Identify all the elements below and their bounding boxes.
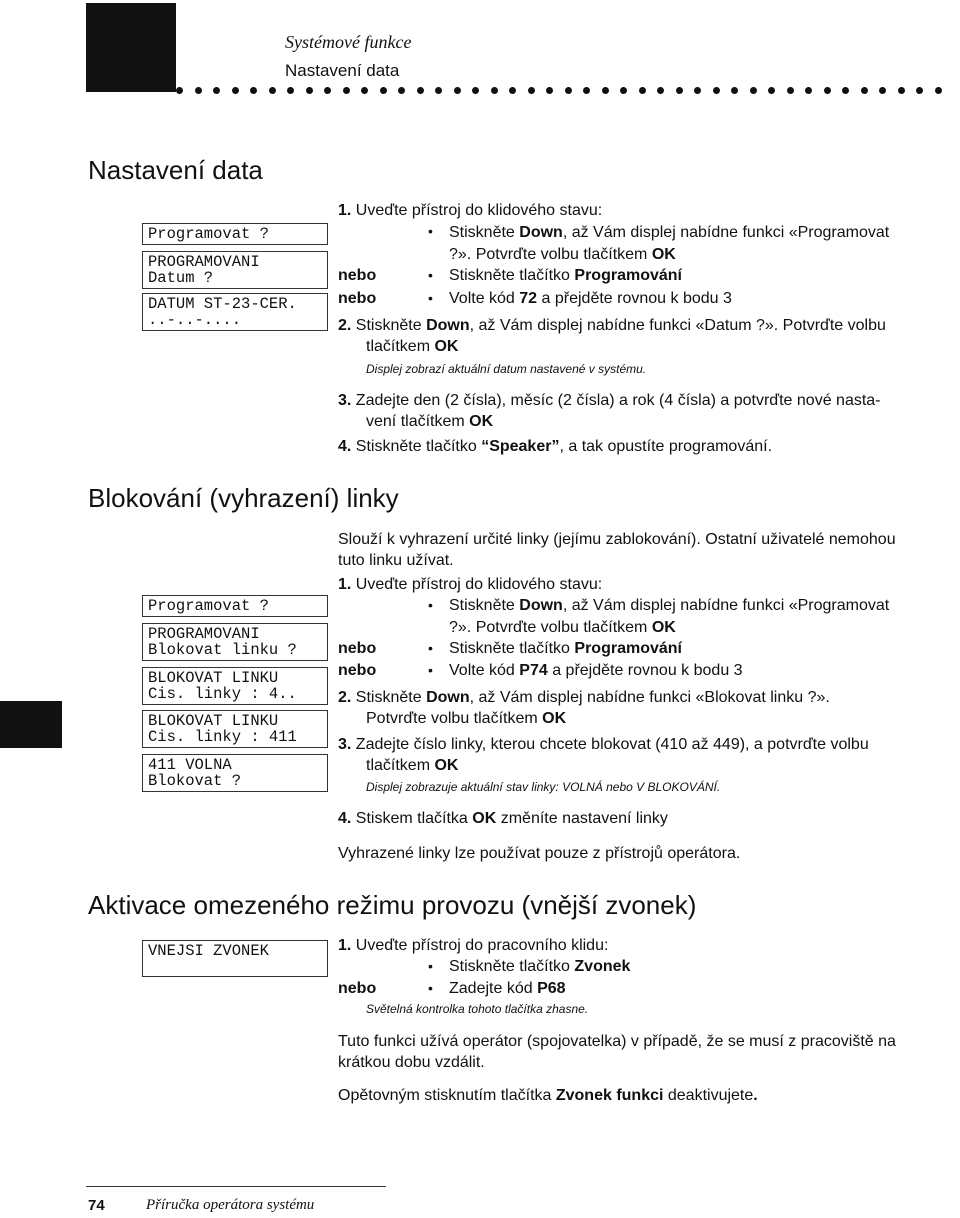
bullet-1: • xyxy=(428,597,433,613)
intro-line-1: Slouží k vyhrazení určité linky (jejímu zablokování). Ostatní uživatelé nemohou xyxy=(338,531,896,548)
header-dot xyxy=(602,87,609,94)
header-dot xyxy=(324,87,331,94)
header-dot xyxy=(176,87,183,94)
display-411-volna: 411 VOLNA Blokovat ? xyxy=(142,754,328,792)
step-2: 2. Stiskněte Down, až Vám displej nabídne funkci «Datum ?». Potvrďte volbu xyxy=(338,317,886,334)
or-label: nebo xyxy=(338,267,377,284)
header-dot xyxy=(935,87,942,94)
intro-line-2: tuto linku užívat. xyxy=(338,552,454,569)
step-1-option-down-cont: ?». Potvrďte volbu tlačítkem OK xyxy=(449,246,676,263)
step-1-option-down: Stiskněte Down, až Vám displej nabídne funkci «Programovat xyxy=(449,224,890,241)
header-dot xyxy=(380,87,387,94)
step-3-note: Displej zobrazuje aktuální stav linky: VOLNÁ nebo V BLOKOVÁNÍ. xyxy=(366,780,721,794)
side-tab-block xyxy=(0,701,62,748)
header-dot xyxy=(528,87,535,94)
step-3-cont: tlačítkem OK xyxy=(366,757,459,774)
header-dot xyxy=(824,87,831,94)
bullet-1: • xyxy=(428,958,433,974)
header-dot xyxy=(250,87,257,94)
display-vnejsi-zvonek: VNEJSI ZVONEK xyxy=(142,940,328,977)
header-dot xyxy=(454,87,461,94)
step-1-option-code: Volte kód 72 a přejděte rovnou k bodu 3 xyxy=(449,290,732,307)
paragraph-1-cont: krátkou dobu vzdálit. xyxy=(338,1054,485,1071)
step-3-cont: vení tlačítkem OK xyxy=(366,413,494,430)
header-dot xyxy=(713,87,720,94)
header-dot xyxy=(417,87,424,94)
bullet-3: • xyxy=(428,290,433,306)
header-dot xyxy=(916,87,923,94)
step-1-option-button: Stiskněte tlačítko Programování xyxy=(449,640,682,657)
header-dot xyxy=(731,87,738,94)
closing-text: Vyhrazené linky lze používat pouze z přístrojů operátora. xyxy=(338,845,741,862)
note: Světelná kontrolka tohoto tlačítka zhasne. xyxy=(366,1002,589,1016)
or-label: nebo xyxy=(338,980,377,997)
header-dot xyxy=(565,87,572,94)
display-blokovat-411: BLOKOVAT LINKU Cis. linky : 411 xyxy=(142,710,328,748)
step-1-option-button: Stiskněte tlačítko Programování xyxy=(449,267,682,284)
or-label: nebo xyxy=(338,640,377,657)
header-dot xyxy=(620,87,627,94)
header-dot xyxy=(657,87,664,94)
header-dot xyxy=(343,87,350,94)
corner-black-block xyxy=(86,3,176,92)
step-4: 4. Stiskem tlačítka OK změníte nastavení linky xyxy=(338,810,668,827)
paragraph-1: Tuto funkci užívá operátor (spojovatelka) v případě, že se musí z pracoviště na xyxy=(338,1033,896,1050)
step-1: 1. Uveďte přístroj do klidového stavu: xyxy=(338,202,603,219)
header-dot xyxy=(491,87,498,94)
bullet-2: • xyxy=(428,980,433,996)
step-4: 4. Stiskněte tlačítko “Speaker”, a tak opustíte programování. xyxy=(338,438,773,455)
step-2-note: Displej zobrazí aktuální datum nastavené v systému. xyxy=(366,362,647,376)
header-subtitle: Nastavení data xyxy=(285,61,400,80)
step-2-cont: Potvrďte volbu tlačítkem OK xyxy=(366,710,567,727)
step-1-option-code: Volte kód P74 a přejděte rovnou k bodu 3 xyxy=(449,662,743,679)
header-dot xyxy=(750,87,757,94)
section-title-line-block: Blokování (vyhrazení) linky xyxy=(88,483,399,513)
header-dot xyxy=(898,87,905,94)
display-blokovat-4: BLOKOVAT LINKU Cis. linky : 4.. xyxy=(142,667,328,705)
header-category: Systémové funkce xyxy=(285,32,412,52)
header-dot xyxy=(639,87,646,94)
section-title-date: Nastavení data xyxy=(88,155,263,185)
step-1: 1. Uveďte přístroj do pracovního klidu: xyxy=(338,937,609,954)
page-number: 74 xyxy=(88,1197,105,1214)
header-dotted-rule xyxy=(176,85,960,95)
header-dot xyxy=(472,87,479,94)
header-dot xyxy=(232,87,239,94)
footer-rule xyxy=(86,1186,386,1187)
header-dot xyxy=(805,87,812,94)
display-programovat: Programovat ? xyxy=(142,595,328,617)
display-programovani-blokovat: PROGRAMOVANI Blokovat linku ? xyxy=(142,623,328,661)
header-dot xyxy=(768,87,775,94)
header-dot xyxy=(879,87,886,94)
or-label: nebo xyxy=(338,290,377,307)
header-dot xyxy=(398,87,405,94)
header-dot xyxy=(287,87,294,94)
step-1-option-down: Stiskněte Down, až Vám displej nabídne funkci «Programovat xyxy=(449,597,890,614)
step-2: 2. Stiskněte Down, až Vám displej nabídne funkci «Blokovat linku ?». xyxy=(338,689,830,706)
header-dot xyxy=(694,87,701,94)
header-dot xyxy=(435,87,442,94)
bullet-3: • xyxy=(428,662,433,678)
header-dot xyxy=(861,87,868,94)
step-3: 3. Zadejte číslo linky, kterou chcete blokovat (410 až 449), a potvrďte volbu xyxy=(338,736,869,753)
manual-title: Příručka operátora systému xyxy=(146,1197,315,1213)
header-dot xyxy=(306,87,313,94)
or-label: nebo xyxy=(338,662,377,679)
section-title-bell: Aktivace omezeného režimu provozu (vnější zvonek) xyxy=(88,890,697,920)
bullet-2: • xyxy=(428,267,433,283)
bullet-2: • xyxy=(428,640,433,656)
header-dot xyxy=(583,87,590,94)
header-dot xyxy=(269,87,276,94)
header-dot xyxy=(195,87,202,94)
header-dot xyxy=(787,87,794,94)
step-2-cont: tlačítkem OK xyxy=(366,338,459,355)
display-datum-value: DATUM ST-23-CER. ..-..-.... xyxy=(142,293,328,331)
header-dot xyxy=(842,87,849,94)
paragraph-2: Opětovným stisknutím tlačítka Zvonek funkci deaktivujete. xyxy=(338,1087,758,1104)
header-dot xyxy=(213,87,220,94)
step-1-option-down-cont: ?». Potvrďte volbu tlačítkem OK xyxy=(449,619,676,636)
header-dot xyxy=(546,87,553,94)
header-dot xyxy=(509,87,516,94)
step-3: 3. Zadejte den (2 čísla), měsíc (2 čísla) a rok (4 čísla) a potvrďte nové nasta- xyxy=(338,392,881,409)
header-dot xyxy=(676,87,683,94)
display-programovani-datum: PROGRAMOVANI Datum ? xyxy=(142,251,328,289)
bullet-1: • xyxy=(428,223,433,239)
step-1: 1. Uveďte přístroj do klidového stavu: xyxy=(338,576,603,593)
option-code: Zadejte kód P68 xyxy=(449,980,566,997)
option-zvonek: Stiskněte tlačítko Zvonek xyxy=(449,958,631,975)
header-dot xyxy=(361,87,368,94)
display-programovat: Programovat ? xyxy=(142,223,328,245)
